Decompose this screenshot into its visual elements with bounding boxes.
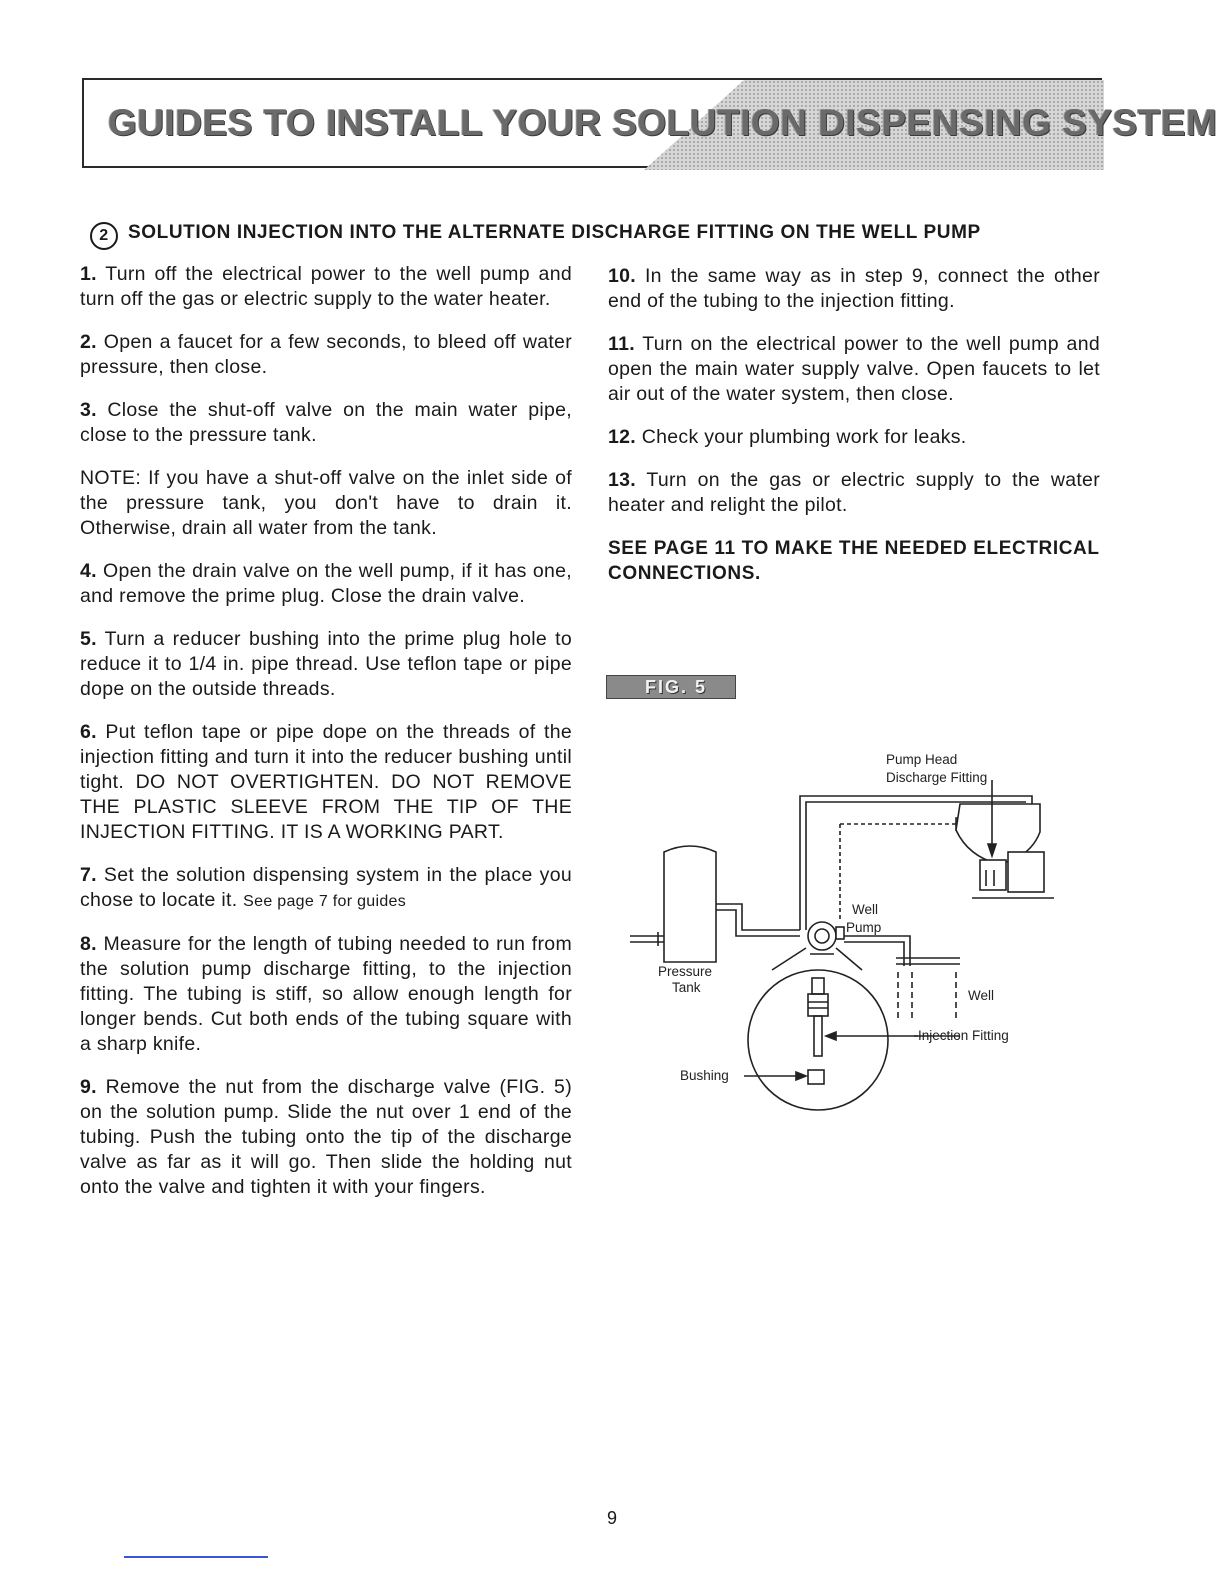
- step-10: 10. In the same way as in step 9, connect the other end of the tubing to the injection fitting.: [608, 265, 1100, 312]
- label-pressure-tank-2: Tank: [672, 980, 701, 995]
- label-well: Well: [968, 988, 995, 1003]
- step-3: 3. Close the shut-off valve on the main water pipe, close to the pressure tank.: [80, 399, 572, 446]
- page-title: GUIDES TO INSTALL YOUR SOLUTION DISPENSING SYSTEM: [108, 102, 1218, 143]
- step-7: 7. Set the solution dispensing system in the place you chose to locate it. See page 7 for guides: [80, 864, 572, 911]
- figure-badge: [606, 675, 736, 699]
- section-heading: [90, 222, 1100, 250]
- label-discharge-fitting: Discharge Fitting: [886, 770, 988, 785]
- label-well-pump-1: Well: [852, 902, 879, 917]
- step-4: 4. Open the drain valve on the well pump, if it has one, and remove the prime plug. Close the drain valve.: [80, 560, 572, 607]
- right-column: [608, 264, 1100, 604]
- pressure-tank-drawing: [630, 846, 716, 962]
- step-8: 8. Measure for the length of tubing needed to run from the solution pump discharge fitting, to the injection fitting. The tubing is stiff, so allow enough length for longer bends. Cut both ends of the tubing square with a sharp knife.: [80, 933, 572, 1055]
- step-5: 5. Turn a reducer bushing into the prime plug hole to reduce it to 1/4 in. pipe thread. Use teflon tape or pipe dope on the outside threads.: [80, 628, 572, 700]
- step-13: 13. Turn on the gas or electric supply to the water heater and relight the pilot.: [608, 469, 1100, 516]
- solution-pump-drawing: [956, 780, 1054, 898]
- section-number: 2: [90, 222, 118, 250]
- step-12: 12. Check your plumbing work for leaks.: [608, 426, 967, 448]
- header-banner: [82, 78, 1218, 168]
- figure-diagram: [600, 740, 1070, 1110]
- step-11: 11. Turn on the electrical power to the well pump and open the main water supply valve. Open faucets to let air out of the water system, then close.: [608, 333, 1100, 405]
- page-number: 9: [606, 1508, 617, 1528]
- label-pump-head: Pump Head: [886, 752, 958, 767]
- label-bushing: Bushing: [680, 1068, 729, 1083]
- section-heading-text: SOLUTION INJECTION INTO THE ALTERNATE DISCHARGE FITTING ON THE WELL PUMP: [128, 222, 981, 243]
- step-9: 9. Remove the nut from the discharge valve (FIG. 5) on the solution pump. Slide the nut over 1 end of the tubing. Push the tubing onto the tip of the discharge valve as far as it will go. Then slide the holding nut onto the valve and tighten it with your fingers.: [80, 1076, 572, 1198]
- step-6: 6. Put teflon tape or pipe dope on the threads of the injection fitting and turn it into the reducer bushing until tight. DO NOT OVERTIGHTEN. DO NOT REMOVE THE PLASTIC SLEEVE FROM THE TIP OF THE INJECTION FITTING. IT IS A WORKING PART.: [80, 721, 572, 843]
- step-1: 1. Turn off the electrical power to the well pump and turn off the gas or electric supply to the water heater.: [80, 263, 572, 310]
- left-column: [80, 262, 572, 1218]
- note: NOTE: If you have a shut-off valve on the inlet side of the pressure tank, you don't have to drain it. Otherwise, drain all water from the tank.: [80, 467, 572, 539]
- see-page-note: SEE PAGE 11 TO MAKE THE NEEDED ELECTRICAL CONNECTIONS.: [608, 538, 1100, 584]
- supply-pipe: [716, 904, 800, 936]
- detail-circle: [744, 948, 918, 1110]
- label-pressure-tank-1: Pressure: [658, 964, 713, 979]
- label-well-pump-2: Pump: [846, 920, 882, 935]
- footer-rule: [124, 1556, 268, 1558]
- label-injection-fitting: Injection Fitting: [918, 1028, 1009, 1043]
- figure-badge-label: FIG. 5: [645, 677, 708, 697]
- step-2: 2. Open a faucet for a few seconds, to bleed off water pressure, then close.: [80, 331, 572, 378]
